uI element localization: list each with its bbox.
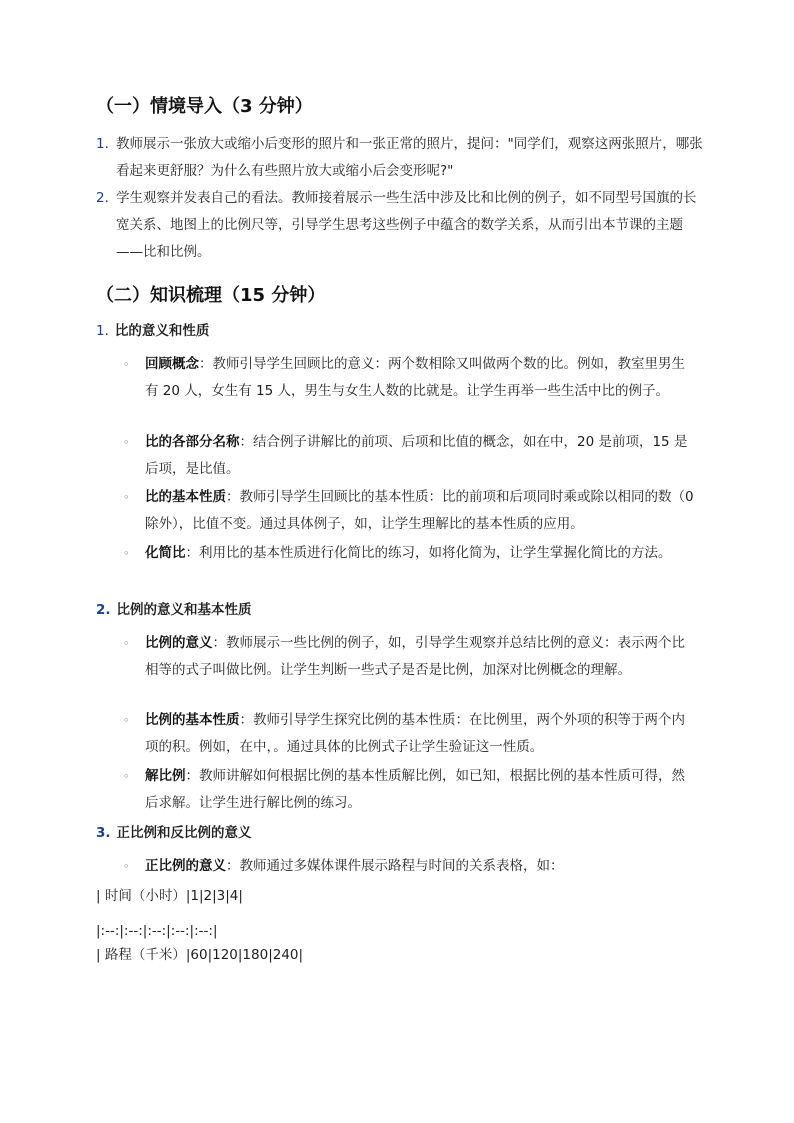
bullet-text: ：教师通过多媒体课件展示路程与时间的关系表格，如： (226, 858, 564, 874)
list-text: 学生观察并发表自己的看法。教师接着展示一些生活中涉及比和比例的例子，如不同型号国旗的长宽关系、地图上的比例尺等，引导学生思考这些例子中蕴含的数学关系，从而引出本节课的主题——比和比例。 (116, 190, 697, 260)
subsection-label: 比的意义和性质 (114, 323, 210, 339)
bullet-item (123, 630, 698, 684)
bullet-text: ：教师展示一些比例的例子，如，引导学生观察并总结比例的意义：表示两个比相等的式子叫做比例。让学生判断一些式子是否是比例，加深对比例概念的理解。 (145, 635, 685, 678)
subsection-title (96, 597, 252, 624)
subsection-title (96, 820, 252, 847)
bullet-item (123, 484, 698, 538)
bullet-item (123, 429, 698, 483)
subsection-number: 2. (96, 602, 111, 618)
bullet-item (123, 707, 698, 761)
bullet-text: ：教师引导学生探究比例的基本性质：在比例里，两个外项的积等于两个内项的积。例如，在中，。通过具体的比例式子让学生验证这一性质。 (145, 712, 685, 755)
bullet-term: 比的各部分名称 (145, 434, 240, 450)
subsection-number: 3. (96, 825, 111, 841)
subsection-label: 正比例和反比例的意义 (116, 825, 252, 841)
bullet-term: 正比例的意义 (145, 858, 226, 874)
table-line: | 时间（小时）|1|2|3|4| (96, 888, 243, 904)
bullet-circle-icon: ◦ (123, 860, 130, 873)
bullet-text: ：教师引导学生回顾比的基本性质：比的前项和后项同时乘或除以相同的数（0 除外），比值不变。通过具体例子，如，让学生理解比的基本性质的应用。 (145, 489, 694, 532)
bullet-text: ：结合例子讲解比的前项、后项和比值的概念，如在中，20 是前项，15 是后项，是比值。 (145, 434, 688, 477)
bullet-term: 化简比 (145, 545, 186, 561)
bullet-circle-icon: ◦ (123, 358, 130, 371)
bullet-text: ：利用比的基本性质进行化简比的练习，如将化简为，让学生掌握化简比的方法。 (185, 545, 672, 561)
subsection-number: 1. (96, 323, 109, 339)
list-number: 2. (96, 190, 109, 206)
bullet-item (123, 763, 698, 817)
bullet-circle-icon: ◦ (123, 714, 130, 727)
bullet-circle-icon: ◦ (123, 436, 130, 449)
table-line: |:--:|:--:|:--:|:--:|:--:| (96, 923, 218, 939)
subsection-title (96, 318, 209, 345)
list-item (96, 131, 706, 185)
bullet-term: 比例的意义 (145, 635, 213, 651)
bullet-item (123, 853, 698, 880)
bullet-circle-icon: ◦ (123, 547, 130, 560)
bullet-circle-icon: ◦ (123, 491, 130, 504)
bullet-term: 比的基本性质 (145, 489, 226, 505)
list-number: 1. (96, 136, 109, 152)
section-heading-intro: （一）情境导入（3 分钟） (96, 96, 313, 117)
subsection-label: 比例的意义和基本性质 (116, 602, 252, 618)
list-item (96, 185, 706, 266)
list-text: 教师展示一张放大或缩小后变形的照片和一张正常的照片，提问："同学们，观察这两张照片，哪张看起来更舒服？为什么有些照片放大或缩小后会变形呢?" (116, 136, 703, 179)
bullet-term: 解比例 (145, 768, 186, 784)
bullet-text: ：教师讲解如何根据比例的基本性质解比例，如已知，根据比例的基本性质可得，然后求解。让学生进行解比例的练习。 (145, 768, 685, 811)
bullet-item (123, 540, 698, 567)
bullet-term: 回顾概念 (145, 356, 199, 372)
bullet-term: 比例的基本性质 (145, 712, 240, 728)
bullet-text: ：教师引导学生回顾比的意义：两个数相除又叫做两个数的比。例如，教室里男生有 20 人，女生有 15 人，男生与女生人数的比就是。让学生再举一些生活中比的例子。 (145, 356, 685, 399)
section-heading-knowledge: （二）知识梳理（15 分钟） (96, 285, 326, 306)
bullet-circle-icon: ◦ (123, 770, 130, 783)
bullet-item (123, 351, 698, 405)
bullet-circle-icon: ◦ (123, 637, 130, 650)
table-line: | 路程（千米）|60|120|180|240| (96, 947, 304, 963)
